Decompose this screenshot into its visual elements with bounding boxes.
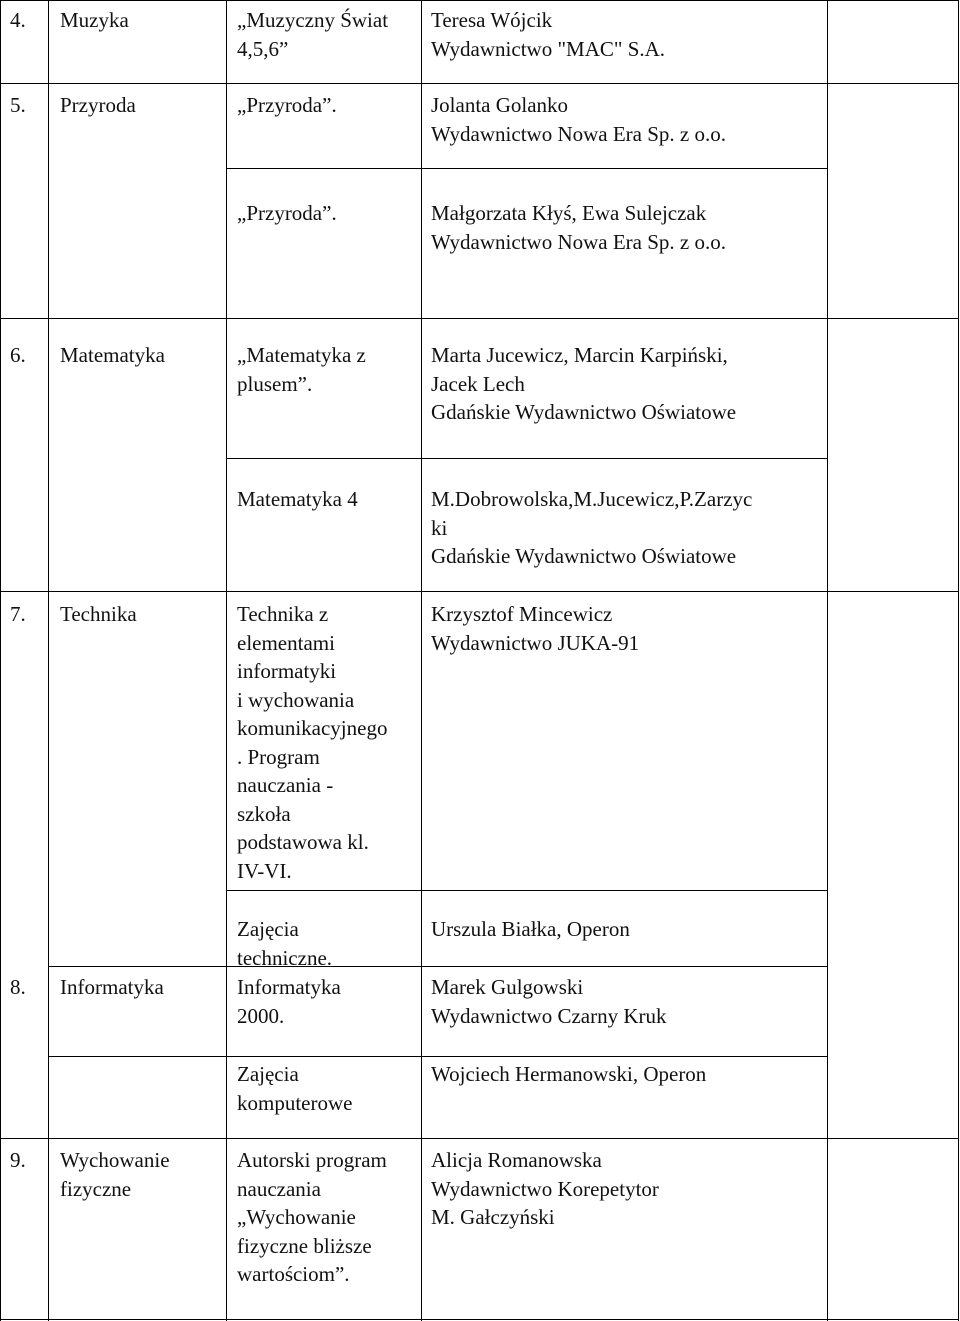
column-divider-1: [48, 0, 49, 1321]
row-number: 5.: [10, 93, 26, 117]
program-title: „Muzyczny Świat 4,5,6”: [237, 8, 389, 61]
row-number: 4.: [10, 8, 26, 32]
sub-row-divider: [226, 458, 828, 459]
table-border-left: [0, 0, 1, 1321]
subject-name: Muzyka: [60, 8, 129, 32]
table-border-right: [958, 0, 959, 1321]
row-number: 9.: [10, 1148, 26, 1172]
row-divider: [0, 318, 959, 319]
program-title: Informatyka 2000.: [237, 975, 341, 1028]
program-title: Zajęcia techniczne.: [237, 917, 333, 970]
row-number: 6.: [10, 343, 26, 367]
authors-publisher: Alicja Romanowska Wydawnictwo Korepetytor M. Gałczyński: [431, 1148, 659, 1229]
subject-name: Wychowanie fizyczne: [60, 1148, 170, 1201]
program-title: „Matematyka z plusem”.: [237, 343, 366, 396]
subject-name: Technika: [60, 602, 137, 626]
row-divider: [0, 83, 959, 84]
row-number: 8.: [10, 975, 26, 999]
subject-name: Informatyka: [60, 975, 164, 999]
row-number: 7.: [10, 602, 26, 626]
authors-publisher: Wojciech Hermanowski, Operon: [431, 1062, 707, 1086]
subject-name: Matematyka: [60, 343, 165, 367]
column-divider-2: [226, 0, 227, 1321]
program-title: Matematyka 4: [237, 487, 358, 511]
authors-publisher: M.Dobrowolska,M.Jucewicz,P.Zarzyc ki Gdańskie Wydawnictwo Oświatowe: [431, 487, 753, 568]
sub-row-divider: [48, 1056, 828, 1057]
row-divider: [0, 591, 959, 592]
sub-row-divider: [226, 168, 828, 169]
authors-publisher: Urszula Białka, Operon: [431, 917, 630, 941]
column-divider-3: [421, 0, 422, 1321]
authors-publisher: Krzysztof Mincewicz Wydawnictwo JUKA-91: [431, 602, 640, 655]
column-divider-4: [827, 0, 828, 1321]
program-title: Technika z elementami informatyki i wychowania komunikacyjnego . Program nauczania - szkoła podstawowa kl. IV-VI.: [237, 602, 388, 883]
row-divider: [0, 0, 959, 1]
authors-publisher: Marek Gulgowski Wydawnictwo Czarny Kruk: [431, 975, 667, 1028]
program-title: Zajęcia komputerowe: [237, 1062, 353, 1115]
authors-publisher: Teresa Wójcik Wydawnictwo "MAC" S.A.: [431, 8, 666, 61]
authors-publisher: Jolanta Golanko Wydawnictwo Nowa Era Sp. z o.o.: [431, 93, 726, 146]
program-title: „Przyroda”.: [237, 93, 337, 117]
program-title: Autorski program nauczania „Wychowanie fizyczne bliższe wartościom”.: [237, 1148, 387, 1286]
authors-publisher: Małgorzata Kłyś, Ewa Sulejczak Wydawnictwo Nowa Era Sp. z o.o.: [431, 201, 726, 254]
row-divider: [0, 1319, 959, 1320]
sub-row-divider: [48, 966, 828, 967]
program-title: „Przyroda”.: [237, 201, 337, 225]
sub-row-divider: [226, 890, 828, 891]
subject-name: Przyroda: [60, 93, 136, 117]
row-divider: [0, 1138, 959, 1139]
authors-publisher: Marta Jucewicz, Marcin Karpiński, Jacek Lech Gdańskie Wydawnictwo Oświatowe: [431, 343, 737, 424]
